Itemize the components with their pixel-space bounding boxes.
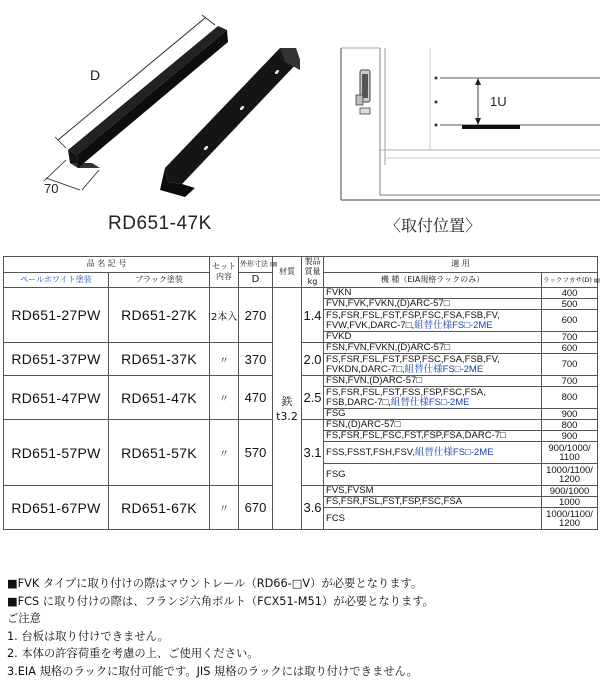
model-pale-white: RD651-37PW (4, 343, 109, 376)
rack-depth: 900 (542, 431, 598, 442)
rack-depth: 900 (542, 409, 598, 420)
rack-depth: 600 (542, 310, 598, 332)
header-material: 材質 (273, 257, 302, 288)
header-pale-white: ペールホワイト塗装 (4, 272, 109, 288)
rack-depth: 1000/1100/ 1200 (542, 464, 598, 486)
dimension-d: 570 (239, 420, 273, 486)
model-pale-white: RD651-57PW (4, 420, 109, 486)
model-type: FSN,FVN,(D)ARC-57□ (324, 376, 542, 387)
model-type: FSN,(D)ARC-57□ (324, 420, 542, 431)
model-type: FCS (324, 508, 542, 530)
model-black: RD651-67K (109, 486, 210, 530)
spec-table (3, 256, 598, 530)
caution-1: 1. 台板は取り付けできません。 (7, 629, 169, 643)
note-fvk: ■FVK タイプに取り付けの際はマウントレール（RD66-□V）が必要となります。 (7, 577, 423, 590)
mass: 1.4 (302, 288, 324, 343)
model-black: RD651-57K (109, 420, 210, 486)
spec-table-body (4, 288, 598, 530)
header-rack-depth: ラックフカサ(D) ㎜ (542, 272, 598, 288)
rack-depth: 1000 (542, 497, 598, 508)
rack-depth: 700 (542, 332, 598, 343)
rack-depth: 600 (542, 343, 598, 354)
mounting-position-drawing (341, 48, 600, 200)
dim-depth-label: D (90, 67, 101, 83)
rack-depth: 700 (542, 376, 598, 387)
model-type: FSN,FVN,FVKN,(D)ARC-57□ (324, 343, 542, 354)
header-black: ブラック塗装 (109, 272, 210, 288)
model-type: FS,FSR,FSL,FST,FSP,FSC,FSA,FSB,FV, FVW,FVK,DARC-7□,組替仕様FS□-2ME (324, 310, 542, 332)
header-model-group: 品 名 記 号 (4, 257, 210, 273)
rack-depth: 700 (542, 354, 598, 376)
model-pale-white: RD651-27PW (4, 288, 109, 343)
mass: 3.1 (302, 420, 324, 486)
rack-depth: 900/1000 (542, 486, 598, 497)
model-black: RD651-37K (109, 343, 210, 376)
model-type: FSG (324, 409, 542, 420)
rack-depth: 900/1000/ 1100 (542, 442, 598, 464)
model-type: FS,FSR,FSL,FSC,FST,FSP,FSA,DARC-7□ (324, 431, 542, 442)
rack-depth: 800 (542, 387, 598, 409)
dim-unit-label: 1U (490, 94, 507, 109)
model-type: FSG (324, 464, 542, 486)
model-type: FSS,FSST,FSH,FSV,組替仕様FS□-2ME (324, 442, 542, 464)
caution-3: 3.EIA 規格のラックに取付可能です。JIS 規格のラックには取り付けできません。 (7, 664, 418, 678)
header-set: セット 内容 (210, 257, 239, 288)
note-fcs: ■FCS に取り付けの際は、フランジ六角ボルト（FCX51-M51）が必要となります。 (7, 594, 434, 608)
material: 鉄 t3.2 (273, 288, 302, 530)
mass: 2.0 (302, 343, 324, 376)
model-pale-white: RD651-47PW (4, 376, 109, 420)
dimension-d: 370 (239, 343, 273, 376)
model-black: RD651-47K (109, 376, 210, 420)
header-model-type: 機 種（EIA規格ラックのみ） (324, 272, 542, 288)
product-caption: RD651-47K (108, 213, 212, 234)
figure-area (0, 0, 600, 252)
header-applicable: 適 用 (324, 257, 598, 273)
rack-depth: 1000/1100/ 1200 (542, 508, 598, 530)
model-type: FVKD (324, 332, 542, 343)
mass: 3.6 (302, 486, 324, 530)
model-type: FS,FSR,FSL,FST,FSP,FSC,FSA (324, 497, 542, 508)
notes (7, 575, 597, 681)
mass: 2.5 (302, 376, 324, 420)
caution-title: ご注意 (7, 612, 41, 626)
set-contents: 〃 (210, 376, 239, 420)
rack-depth: 500 (542, 299, 598, 310)
set-contents: 〃 (210, 486, 239, 530)
model-type: FVN,FVK,FVKN,(D)ARC-57□ (324, 299, 542, 310)
model-type: FS,FSR,FSL,FST,FSS,FSP,FSC,FSA, FSB,DARC-7□,組替仕様FS□-2ME (324, 387, 542, 409)
product-drawing (0, 0, 600, 252)
header-mass: 製品 質量 kg (302, 257, 324, 288)
model-type: FS,FSR,FSL,FST,FSP,FSC,FSA,FSB,FV, FVKDN,DARC-7□,組替仕様FS□-2ME (324, 354, 542, 376)
rack-depth: 400 (542, 288, 598, 299)
dim-width-label: 70 (44, 181, 59, 196)
dimension-d: 470 (239, 376, 273, 420)
rack-depth: 800 (542, 420, 598, 431)
set-contents: 〃 (210, 343, 239, 376)
model-pale-white: RD651-67PW (4, 486, 109, 530)
position-caption: 〈取付位置〉 (385, 216, 482, 235)
model-type: FVS,FVSM (324, 486, 542, 497)
header-dims: 外形寸法 ㎜ (239, 257, 273, 273)
model-black: RD651-27K (109, 288, 210, 343)
header-dims-d: D (239, 272, 273, 288)
dimension-d: 270 (239, 288, 273, 343)
set-contents: 2本入 (210, 288, 239, 343)
caution-2: 2. 本体の許容荷重を考慮の上、ご使用ください。 (7, 647, 259, 661)
table-row (4, 288, 598, 299)
set-contents: 〃 (210, 420, 239, 486)
dimension-d: 670 (239, 486, 273, 530)
model-type: FVKN (324, 288, 542, 299)
